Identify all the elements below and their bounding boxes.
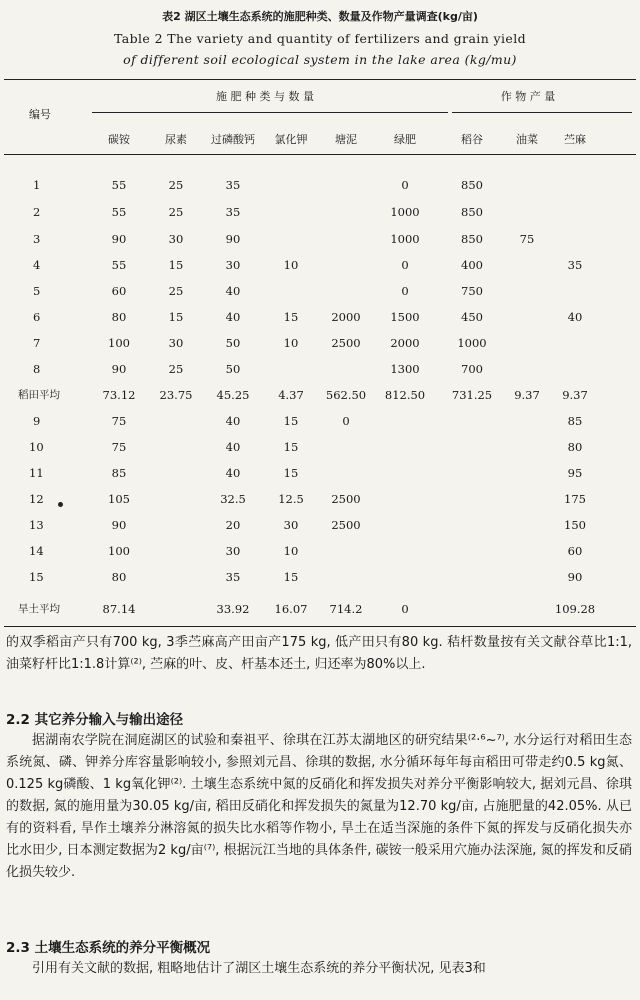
table-cell: 95 xyxy=(567,466,583,480)
header-bottom-rule xyxy=(4,154,636,155)
table-cell: 2500 xyxy=(331,336,361,350)
row-label: 14 xyxy=(29,544,44,558)
table-cell: 75 xyxy=(111,440,127,454)
section-heading-2-3: 2.3 土壤生态系统的养分平衡概况 xyxy=(6,940,211,956)
section-heading-2-2: 2.2 其它养分输入与输出途径 xyxy=(6,712,184,728)
table-cell: 90 xyxy=(567,570,583,584)
table-cell: 55 xyxy=(111,178,127,192)
table-cell: 1500 xyxy=(390,310,420,324)
row-label: 11 xyxy=(29,466,44,480)
row-label: 13 xyxy=(29,518,44,532)
table-cell: 700 xyxy=(461,362,483,376)
row-label: 5 xyxy=(33,284,41,298)
table-cell: 12.5 xyxy=(278,492,304,506)
table-cell: 15 xyxy=(168,258,184,272)
table-cell: 100 xyxy=(108,336,130,350)
table-cell: 0 xyxy=(401,178,409,192)
table-cell: 90 xyxy=(225,232,241,246)
row-label: 7 xyxy=(33,336,41,350)
table-cell: 15 xyxy=(283,310,299,324)
table-top-rule xyxy=(4,79,636,80)
table-cell: 100 xyxy=(108,544,130,558)
table-cell: 400 xyxy=(461,258,483,272)
table-cell: 60 xyxy=(111,284,127,298)
paragraph-1: 的双季稻亩产只有700 kg, 3季苎麻高产田亩产175 kg, 低产田只有80 kg. 秸杆数量按有关文献谷草比1:1, 油菜籽杆比1:1.8计算⁽²⁾, 苎麻的叶、皮、杆基本还土, 归还率为80%以上. xyxy=(6,635,632,672)
row-label: 15 xyxy=(29,570,44,584)
table-cell: 850 xyxy=(461,178,483,192)
table-cell: 450 xyxy=(461,310,483,324)
table-cell: 40 xyxy=(225,284,241,298)
table-bottom-rule xyxy=(4,626,636,627)
table-cell: 1000 xyxy=(390,232,420,246)
table-cell: 23.75 xyxy=(159,388,193,402)
header-group-fertilizer: 施 肥 种 类 与 数 量 xyxy=(216,90,314,103)
column-header: 油菜 xyxy=(516,133,538,146)
table-cell: 30 xyxy=(283,518,299,532)
table-cell: 25 xyxy=(168,205,184,219)
header-number: 编号 xyxy=(29,108,51,121)
table-cell: 175 xyxy=(564,492,586,506)
table-cell: 731.25 xyxy=(451,388,493,402)
table-cell: 35 xyxy=(225,178,241,192)
table-cell: 750 xyxy=(461,284,483,298)
column-header: 碳铵 xyxy=(108,133,130,146)
table-cell: 30 xyxy=(225,258,241,272)
table-cell: 150 xyxy=(564,518,586,532)
table-cell: 55 xyxy=(111,258,127,272)
table-cell: 1000 xyxy=(390,205,420,219)
column-header: 苎麻 xyxy=(564,133,586,146)
table-cell: 15 xyxy=(168,310,184,324)
row-label: 12 xyxy=(29,492,44,506)
table-cell: 50 xyxy=(225,336,241,350)
table-cell: 0 xyxy=(401,284,409,298)
table-cell: 714.2 xyxy=(329,602,363,616)
table-cell: 40 xyxy=(225,466,241,480)
row-label: 3 xyxy=(33,232,41,246)
table-cell: 2000 xyxy=(331,310,361,324)
table-cell: 30 xyxy=(168,232,184,246)
table-cell: 90 xyxy=(111,232,127,246)
table-cell: 9.37 xyxy=(562,388,588,402)
column-header: 尿素 xyxy=(165,133,187,146)
table-cell: 25 xyxy=(168,284,184,298)
table-cell: 35 xyxy=(567,258,583,272)
table-cell: 15 xyxy=(283,414,299,428)
table-cell: 50 xyxy=(225,362,241,376)
table-cell: 85 xyxy=(567,414,583,428)
table-cell: 109.28 xyxy=(554,602,596,616)
table-cell: 812.50 xyxy=(384,388,426,402)
header-group-yield: 作 物 产 量 xyxy=(500,90,556,103)
table-cell: 4.37 xyxy=(278,388,304,402)
table-cell: 9.37 xyxy=(514,388,540,402)
column-header: 绿肥 xyxy=(394,133,416,146)
column-header: 过磷酸钙 xyxy=(211,133,255,146)
table-cell: 40 xyxy=(225,310,241,324)
table-cell: 105 xyxy=(108,492,130,506)
table-cell: 75 xyxy=(519,232,535,246)
table-cell: 90 xyxy=(111,362,127,376)
table-cell: 30 xyxy=(225,544,241,558)
table-cell: 73.12 xyxy=(102,388,136,402)
row-label: 6 xyxy=(33,310,41,324)
table-cell: 16.07 xyxy=(274,602,308,616)
table-cell: 25 xyxy=(168,362,184,376)
table-cell: 80 xyxy=(567,440,583,454)
column-header: 氯化钾 xyxy=(274,133,308,146)
column-header: 塘泥 xyxy=(335,133,357,146)
table-cell: 10 xyxy=(283,258,299,272)
table-caption-en-line2: of different soil ecological system in the lake area (kg/mu) xyxy=(123,52,517,67)
table-cell: 33.92 xyxy=(216,602,250,616)
table-cell: 562.50 xyxy=(325,388,367,402)
table-cell: 35 xyxy=(225,570,241,584)
table-cell: 850 xyxy=(461,232,483,246)
table-cell: 2500 xyxy=(331,518,361,532)
row-label: 1 xyxy=(33,178,41,192)
table-caption-zh: 表2 湖区土壤生态系统的施肥种类、数量及作物产量调查(kg/亩) xyxy=(162,10,478,23)
table-cell: 15 xyxy=(283,466,299,480)
table-cell: 30 xyxy=(168,336,184,350)
table-cell: 2500 xyxy=(331,492,361,506)
table-cell: 32.5 xyxy=(220,492,246,506)
table-cell: 0 xyxy=(401,258,409,272)
table-cell: 75 xyxy=(111,414,127,428)
table-cell: 850 xyxy=(461,205,483,219)
table-cell: 1300 xyxy=(390,362,420,376)
row-label: 4 xyxy=(33,258,41,272)
table-cell: 80 xyxy=(111,310,127,324)
table-cell: 55 xyxy=(111,205,127,219)
paragraph-3: 引用有关文献的数据, 粗略地估计了湖区土壤生态系统的养分平衡状况, 见表3和 xyxy=(32,961,486,976)
table-cell: 10 xyxy=(283,336,299,350)
table-cell: 0 xyxy=(342,414,350,428)
table-cell: 87.14 xyxy=(102,602,136,616)
row-label: 10 xyxy=(29,440,44,454)
dot-mark xyxy=(58,502,63,507)
paragraph-2: 据湖南农学院在洞庭湖区的试验和秦祖平、徐琪在江苏太湖地区的研究结果⁽²·⁶~⁷⁾, 水分运行对稻田生态系统氮、磷、钾养分库容量影响较小, 参照刘元昌、徐琪的数据, 水分循环每年每亩稻田可带走约0.5 kg氮、0.125 kg磷酸、1 kg氧化钾⁽²⁾. 土壤生态系统中氮的反硝化和挥发损失对养分平衡影响较大, 据刘元昌、徐琪的数据, 氮的施用量为30.05 kg/亩, 稻田反硝化和挥发损失的氮量为12.70 kg/亩, 占施肥量的42.05%. 从已有的资料看, 旱作土壤养分淋溶氮的损失比水稻等作物小, 旱土在适当深施的条件下氮的挥发与反硝化损失亦比水田少, 日本测定数据为2 kg/亩⁽⁷⁾, 根据沅江当地的具体条件, 碳铵一般采用穴施办法深施, 氮的挥发和反硝化损失较少. xyxy=(6,733,632,880)
table-caption-en-line1: Table 2 The variety and quantity of fertilizers and grain yield xyxy=(113,31,526,46)
table-cell: 15 xyxy=(283,570,299,584)
table-cell: 20 xyxy=(225,518,241,532)
table-cell: 40 xyxy=(225,414,241,428)
row-label: 旱土平均 xyxy=(18,603,60,615)
table-cell: 60 xyxy=(567,544,583,558)
row-label: 9 xyxy=(33,414,41,428)
table-cell: 45.25 xyxy=(216,388,250,402)
table-cell: 10 xyxy=(283,544,299,558)
table-cell: 90 xyxy=(111,518,127,532)
table-cell: 2000 xyxy=(390,336,420,350)
column-header: 稻谷 xyxy=(461,133,483,146)
row-label: 8 xyxy=(33,362,41,376)
table-cell: 0 xyxy=(401,602,409,616)
table-cell: 25 xyxy=(168,178,184,192)
table-cell: 35 xyxy=(225,205,241,219)
group-underline-fertilizer xyxy=(92,112,448,113)
table-cell: 40 xyxy=(567,310,583,324)
row-label: 稻田平均 xyxy=(18,389,60,401)
group-underline-yield xyxy=(452,112,632,113)
table-cell: 15 xyxy=(283,440,299,454)
table-cell: 40 xyxy=(225,440,241,454)
table-cell: 85 xyxy=(111,466,127,480)
table-cell: 1000 xyxy=(457,336,487,350)
row-label: 2 xyxy=(33,205,41,219)
table-cell: 80 xyxy=(111,570,127,584)
